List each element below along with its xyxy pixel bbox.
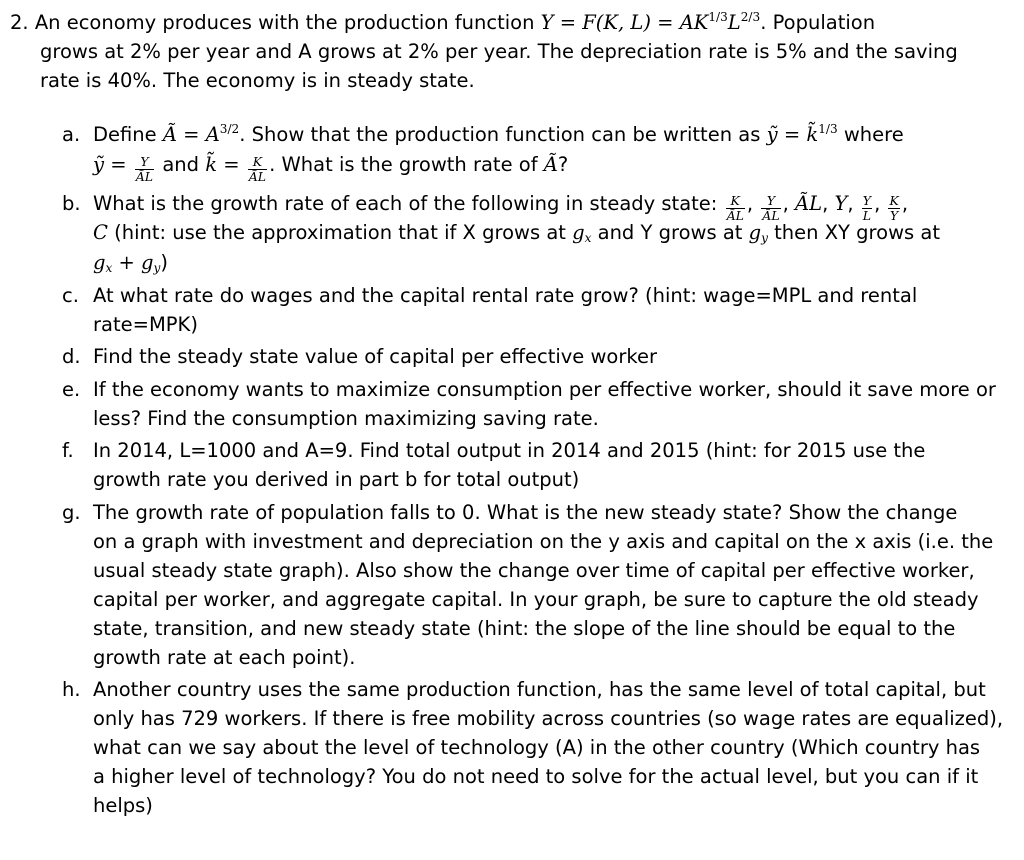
- math-exponent: 1/3: [818, 122, 838, 137]
- math-equals: =: [223, 153, 240, 176]
- fraction-numerator: K: [248, 156, 267, 170]
- eq-function: F(K, L): [582, 11, 651, 34]
- problem-intro-end: . Population: [760, 11, 876, 34]
- part-h-line-4: a higher level of technology? You do not need to solve for the actual level, but you can if it: [93, 765, 979, 788]
- part-e-line-1: If the economy wants to maximize consumption per effective worker, should it save more or: [93, 378, 996, 401]
- eq-exponent: 1/3: [708, 10, 728, 25]
- part-h-line-3: what can we say about the level of technology (A) in the other country (Which country has: [93, 736, 981, 759]
- comma: ,: [782, 192, 789, 215]
- part-b-text: ): [160, 251, 168, 274]
- fraction-denominator: L: [862, 207, 872, 223]
- comma: ,: [746, 192, 754, 215]
- part-a-text: and: [162, 153, 199, 176]
- part-c-line-2: rate=MPK): [93, 313, 198, 336]
- part-g-line-5: state, transition, and new steady state (hint: the slope of the line should be equal to the: [93, 617, 956, 640]
- fraction-denominator: ÃL: [726, 207, 744, 223]
- comma: ,: [847, 192, 854, 215]
- part-a-label: a.: [62, 123, 81, 146]
- math-c: C: [93, 221, 108, 244]
- part-h-line-1: Another country uses the same production function, has the same level of total capital, but: [93, 678, 986, 701]
- math-y-tilde: ỹ: [766, 123, 778, 146]
- part-d-line-1: Find the steady state value of capital per effective worker: [93, 345, 657, 368]
- part-b-text: then XY grows at: [774, 221, 940, 244]
- eq-y: Y: [540, 11, 554, 34]
- math-a: A: [205, 123, 220, 146]
- part-g-label: g.: [62, 501, 81, 524]
- problem-2-line-2: grows at 2% per year and A grows at 2% per year. The depreciation rate is 5% and the saving: [40, 40, 958, 63]
- eq-ak: AK: [679, 11, 709, 34]
- fraction-numerator: K: [726, 195, 745, 209]
- fraction-k-over-al: [248, 156, 267, 183]
- fraction-denominator: Y: [890, 207, 899, 223]
- fraction-numerator: Y: [761, 195, 780, 209]
- part-a-text: where: [843, 123, 904, 146]
- part-b-text: and Y grows at: [597, 221, 743, 244]
- part-d-label: d.: [62, 345, 81, 368]
- part-b-label: b.: [62, 192, 81, 215]
- eq-equals: =: [657, 11, 674, 34]
- math-y: Y: [834, 192, 848, 215]
- math-g: g: [572, 221, 585, 244]
- part-b-text: What is the growth rate of each of the following in steady state:: [93, 192, 718, 215]
- fraction-denominator: ÃL: [248, 168, 267, 184]
- problem-number: 2.: [10, 11, 29, 34]
- problem-2-line-3: rate is 40%. The economy is in steady state.: [40, 69, 475, 92]
- math-exponent: 3/2: [219, 122, 240, 137]
- math-plus: +: [118, 251, 135, 274]
- eq-exponent: 2/3: [740, 10, 761, 25]
- part-a-line-1: [93, 120, 904, 149]
- part-a-text: ?: [557, 153, 569, 176]
- part-a-line-2: [93, 150, 568, 183]
- comma: ,: [874, 192, 881, 215]
- part-e-label: e.: [62, 378, 81, 401]
- part-h-line-2: only has 729 workers. If there is free mobility across countries (so wage rates are equalized),: [93, 707, 1004, 730]
- math-subscript: y: [761, 231, 768, 246]
- math-subscript: x: [105, 261, 113, 276]
- part-f-line-1: In 2014, L=1000 and A=9. Find total output in 2014 and 2015 (hint: for 2015 use the: [93, 439, 926, 462]
- part-g-line-2: on a graph with investment and depreciation on the y axis and capital on the x axis (i.e. the: [93, 530, 994, 553]
- math-subscript: x: [584, 231, 592, 246]
- part-g-line-4: capital per worker, and aggregate capital. In your graph, be sure to capture the old steady: [93, 588, 979, 611]
- fraction-denominator: ÃL: [135, 168, 154, 184]
- math-g: g: [141, 251, 154, 274]
- part-f-label: f.: [62, 439, 74, 462]
- math-equals: =: [783, 123, 801, 146]
- comma: ,: [901, 192, 909, 215]
- math-a-tilde: Ã: [162, 123, 177, 146]
- math-k-tilde: k̃: [205, 153, 218, 176]
- eq-l: L: [727, 11, 741, 34]
- math-g: g: [748, 221, 762, 244]
- part-a-text: Define: [93, 123, 157, 146]
- math-a-tilde-l: ÃL: [795, 192, 823, 215]
- part-g-line-3: usual steady state graph). Also show the change over time of capital per effective worker,: [93, 559, 975, 582]
- part-b-line-3: [93, 248, 168, 277]
- part-f-line-2: growth rate you derived in part b for total output): [93, 468, 580, 491]
- fraction-denominator: ÃL: [762, 207, 780, 223]
- math-equals: =: [183, 123, 200, 146]
- part-e-line-2: less? Find the consumption maximizing saving rate.: [93, 407, 599, 430]
- fraction-numerator: K: [889, 193, 899, 209]
- math-equals: =: [110, 153, 127, 176]
- math-g: g: [93, 251, 106, 274]
- part-c-line-1: At what rate do wages and the capital rental rate grow? (hint: wage=MPL and rental: [93, 284, 918, 307]
- comma: ,: [822, 192, 829, 215]
- fraction-numerator: Y: [135, 156, 154, 170]
- math-a-tilde: Ã: [543, 153, 558, 176]
- part-g-line-6: growth rate at each point).: [93, 646, 356, 669]
- math-k-tilde: k̃: [806, 123, 819, 146]
- fraction-y-over-al: [135, 156, 154, 183]
- math-subscript: y: [153, 261, 161, 276]
- part-g-line-1: The growth rate of population falls to 0. What is the new steady state? Show the change: [93, 501, 958, 524]
- part-h-label: h.: [62, 678, 81, 701]
- part-b-line-2: [93, 218, 940, 247]
- problem-2-line-1: [10, 8, 875, 37]
- part-h-line-5: helps): [93, 794, 153, 817]
- eq-equals: =: [559, 11, 577, 34]
- fraction-numerator: Y: [862, 193, 872, 209]
- math-y-tilde: ỹ: [93, 153, 105, 176]
- part-b-text: (hint: use the approximation that if X grows at: [114, 221, 566, 244]
- part-c-label: c.: [62, 284, 79, 307]
- part-a-text: . Show that the production function can be written as: [239, 123, 761, 146]
- part-a-text: . What is the growth rate of: [269, 153, 538, 176]
- problem-intro-text: An economy produces with the production function: [34, 11, 535, 34]
